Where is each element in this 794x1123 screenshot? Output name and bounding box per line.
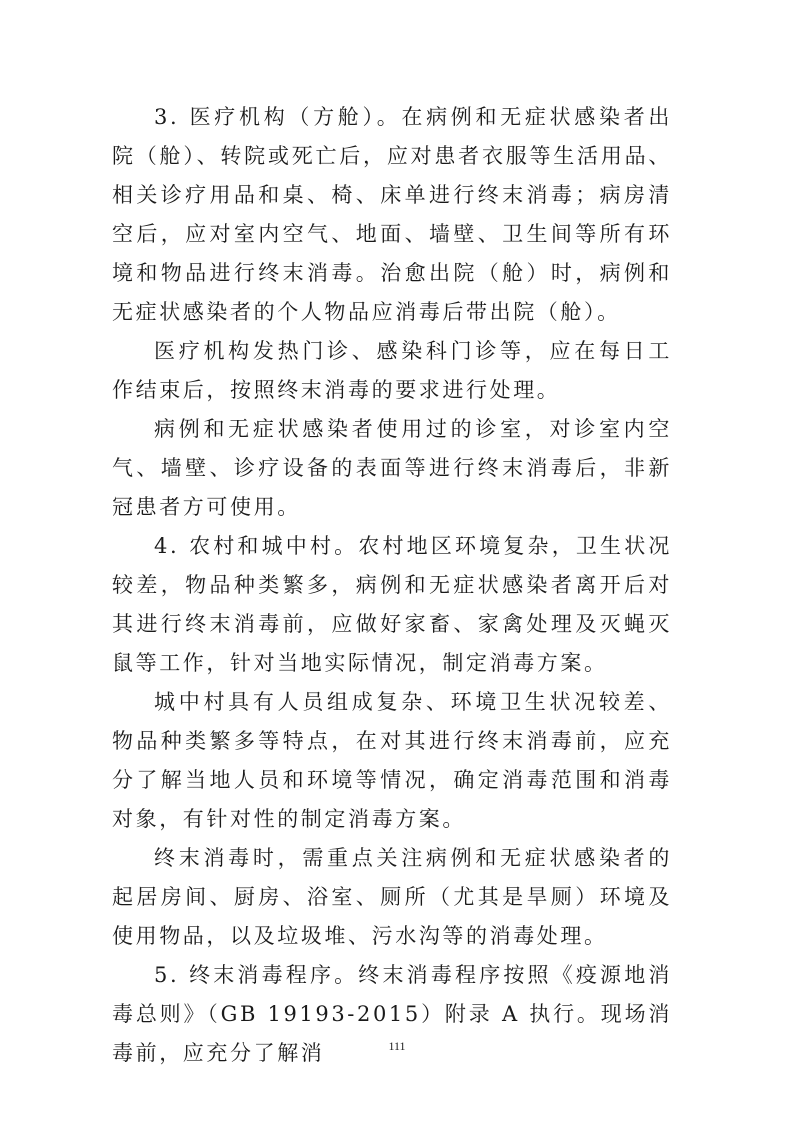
- document-body: [112, 98, 672, 1073]
- paragraph-rural-village: 4. 农村和城中村。农村地区环境复杂，卫生状况较差，物品种类繁多，病例和无症状感染者离开后对其进行终末消毒前，应做好家畜、家禽处理及灭蝇灭鼠等工作，针对当地实际情况，制定消毒方案。: [112, 534, 672, 675]
- paragraph-consulting-room: 病例和无症状感染者使用过的诊室，对诊室内空气、墙壁、诊疗设备的表面等进行终末消毒后，非新冠患者方可使用。: [112, 417, 672, 519]
- paragraph-key-focus: 终末消毒时，需重点关注病例和无症状感染者的起居房间、厨房、浴室、厕所（尤其是旱厕）环境及使用物品，以及垃圾堆、污水沟等的消毒处理。: [112, 846, 672, 948]
- paragraph-medical-institution: 3. 医疗机构（方舱）。在病例和无症状感染者出院（舱）、转院或死亡后，应对患者衣服等生活用品、相关诊疗用品和桌、椅、床单进行终末消毒；病房清空后，应对室内空气、地面、墙壁、卫生间等所有环境和物品进行终末消毒。治愈出院（舱）时，病例和无症状感染者的个人物品应消毒后带出院（舱）。: [112, 105, 672, 324]
- page-number: 111: [388, 1039, 406, 1053]
- paragraph-fever-clinic: 医疗机构发热门诊、感染科门诊等，应在每日工作结束后，按照终末消毒的要求进行处理。: [112, 339, 672, 402]
- paragraph-disinfection-procedure: 5. 终末消毒程序。终末消毒程序按照《疫源地消毒总则》（GB 19193-2015）附录 A 执行。现场消毒前，应充分了解消: [112, 963, 672, 1065]
- paragraph-urban-village: 城中村具有人员组成复杂、环境卫生状况较差、物品种类繁多等特点，在对其进行终末消毒前，应充分了解当地人员和环境等情况，确定消毒范围和消毒对象，有针对性的制定消毒方案。: [112, 690, 672, 831]
